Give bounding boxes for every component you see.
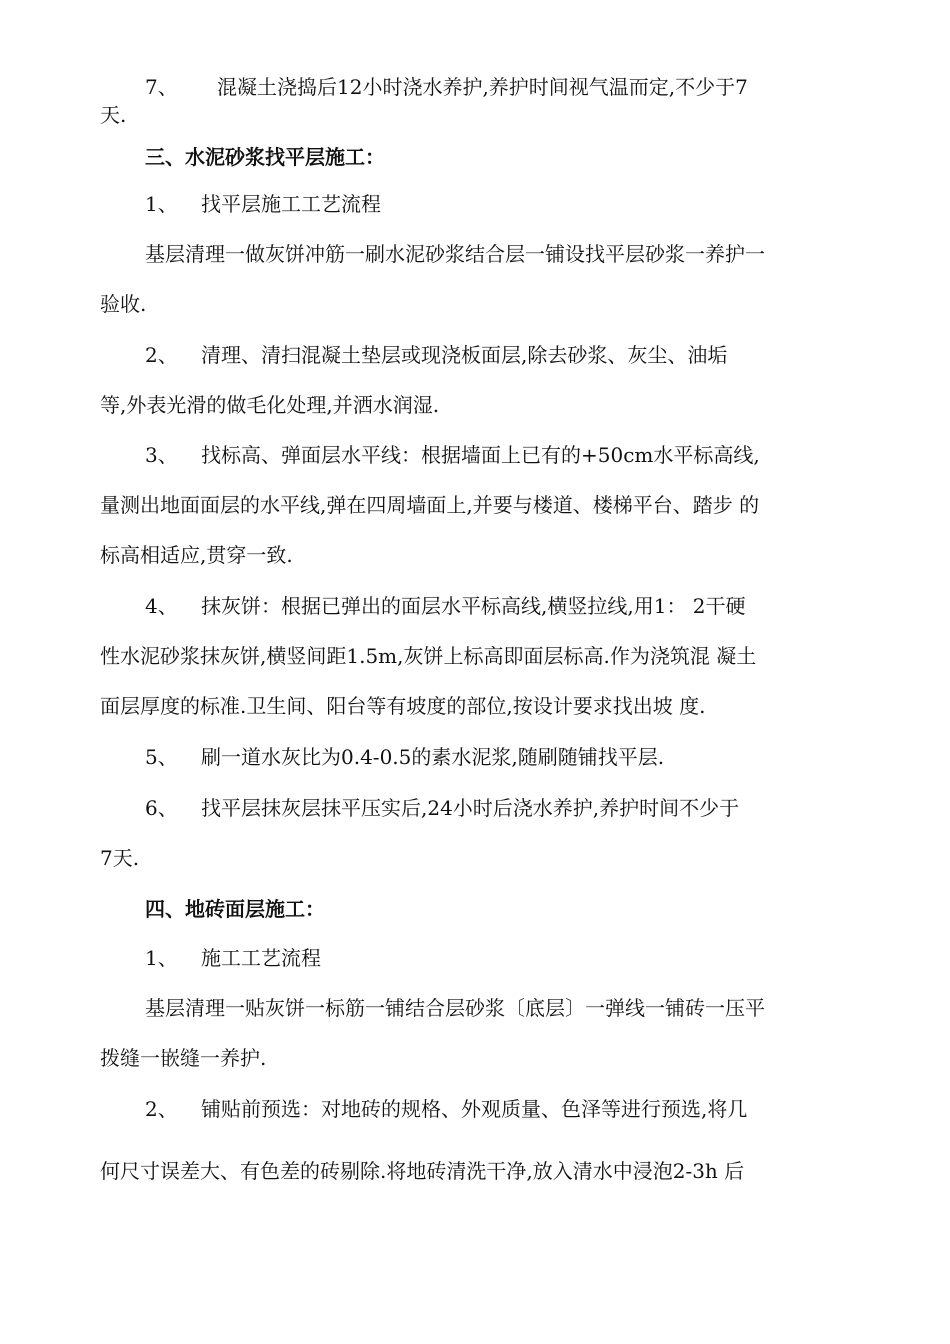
section-3-item-3-line-3: 标高相适应,贯穿一致. bbox=[100, 543, 293, 567]
item-number: 1、 bbox=[145, 946, 178, 970]
item-7-line-2: 天. bbox=[100, 103, 127, 127]
section-3-item-6-line-2: 7天. bbox=[100, 846, 140, 870]
section-4-item-2-line-2: 何尺寸误差大、有色差的砖剔除.将地砖清洗干净,放入清水中浸泡2-3h 后 bbox=[100, 1159, 745, 1183]
item-number: 1、 bbox=[145, 192, 178, 216]
section-4-heading: 四、地砖面层施工： bbox=[145, 897, 325, 921]
section-3-item-6-line-1 bbox=[145, 794, 739, 822]
item-text: 找平层施工工艺流程 bbox=[201, 192, 381, 216]
item-text: 混凝土浇捣后12小时浇水养护,养护时间视气温而定,不少于7 bbox=[217, 75, 748, 99]
section-3-flow-line-1: 基层清理一做灰饼冲筋一刷水泥砂浆结合层一铺设找平层砂浆一养护一 bbox=[145, 242, 765, 266]
item-number: 2、 bbox=[145, 1097, 178, 1121]
item-7-line-1 bbox=[145, 73, 748, 101]
section-3-heading: 三、水泥砂浆找平层施工： bbox=[145, 145, 385, 169]
section-3-item-4-line-1 bbox=[145, 592, 746, 620]
item-number: 5、 bbox=[145, 745, 178, 769]
item-text: 抹灰饼：根据已弹出的面层水平标高线,横竖拉线,用1： 2干硬 bbox=[201, 594, 746, 618]
section-3-item-4-line-2: 性水泥砂浆抹灰饼,横竖间距1.5m,灰饼上标高即面层标高.作为浇筑混 凝土 bbox=[100, 644, 757, 668]
item-text: 清理、清扫混凝土垫层或现浇板面层,除去砂浆、灰尘、油垢 bbox=[201, 343, 728, 367]
item-number: 4、 bbox=[145, 594, 178, 618]
section-4-item-1 bbox=[145, 944, 321, 972]
section-4-item-2-line-1 bbox=[145, 1095, 747, 1123]
section-4-flow-line-1: 基层清理一贴灰饼一标筋一铺结合层砂浆〔底层〕一弹线一铺砖一压平 bbox=[145, 996, 765, 1020]
section-3-item-5 bbox=[145, 743, 664, 771]
item-number: 2、 bbox=[145, 343, 178, 367]
item-text: 铺贴前预选：对地砖的规格、外观质量、色泽等进行预选,将几 bbox=[201, 1097, 748, 1121]
item-text: 施工工艺流程 bbox=[201, 946, 321, 970]
item-text: 找平层抹灰层抹平压实后,24小时后浇水养护,养护时间不少于 bbox=[201, 796, 740, 820]
section-3-item-3-line-2: 量测出地面面层的水平线,弹在四周墙面上,并要与楼道、楼梯平台、踏步 的 bbox=[100, 493, 760, 517]
item-number: 7、 bbox=[145, 75, 178, 99]
section-4-flow-line-2: 拨缝一嵌缝一养护. bbox=[100, 1046, 267, 1070]
section-3-item-4-line-3: 面层厚度的标准.卫生间、阳台等有坡度的部位,按设计要求找出坡 度. bbox=[100, 694, 706, 718]
section-3-item-2-line-1 bbox=[145, 341, 727, 369]
section-3-item-1 bbox=[145, 190, 381, 218]
item-number: 3、 bbox=[145, 443, 178, 467]
section-3-item-2-line-2: 等,外表光滑的做毛化处理,并洒水润湿. bbox=[100, 393, 440, 417]
item-text: 找标高、弹面层水平线：根据墙面上已有的+50cm水平标高线, bbox=[201, 443, 760, 467]
item-text: 刷一道水灰比为0.4-0.5的素水泥浆,随刷随铺找平层. bbox=[201, 745, 665, 769]
item-number: 6、 bbox=[145, 796, 178, 820]
section-3-flow-line-2: 验收. bbox=[100, 292, 147, 316]
section-3-item-3-line-1 bbox=[145, 441, 760, 469]
